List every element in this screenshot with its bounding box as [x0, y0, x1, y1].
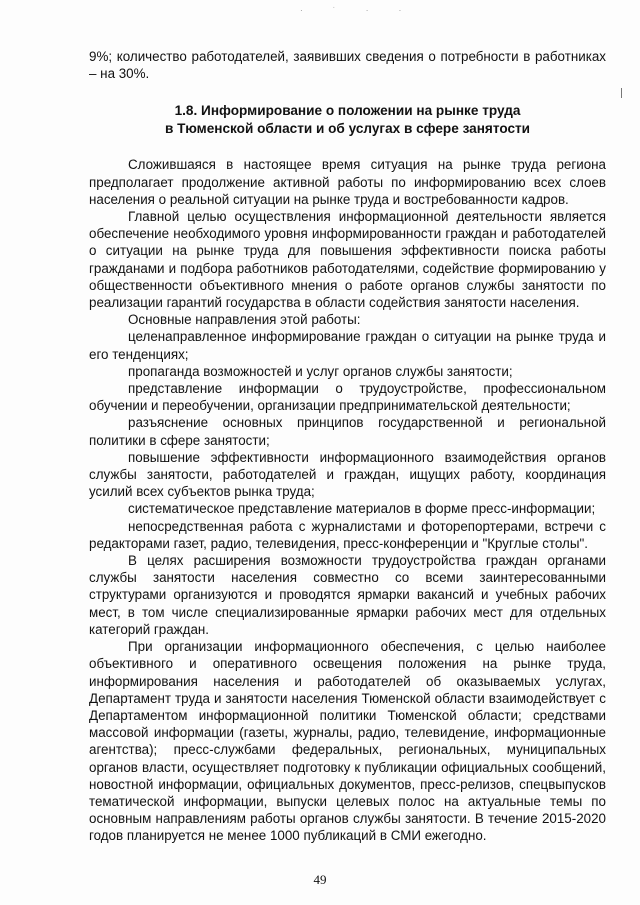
paragraph-directions-intro: Основные направления этой работы: — [128, 312, 361, 328]
list-item-press-materials: систематическое представление материалов в форме пресс-информации; — [128, 501, 596, 517]
paragraph-main-goal: Главной целью осуществления информационной деятельности является обеспечение необходимого уровня информированности граждан и работодателей о ситуации на рынке труда для повышения эффективности поиска работы гражданами и подбора работников работодателями, содействие формированию у общественности объективного мнения о работе органов службы занятости по реализации гарантий государства в области содействия занятости населения. — [89, 209, 606, 311]
list-item-journalists: непосредственная работа с журналистами и фоторепортерами, встречи с редакторами газет, радио, телевидения, пресс-конференции и "Круглые столы". — [89, 518, 606, 551]
section-heading — [89, 102, 606, 138]
scan-artifact-marks: · ˙ · · — [300, 6, 416, 15]
paragraph-situation: Сложившаяся в настоящее время ситуация на рынке труда региона предполагает продолжение активной работы по информированию всех слоев населения о реальной ситуации на рынке труда и востребованности кадров. — [89, 157, 606, 207]
paragraph-information-support: При организации информационного обеспечения, с целью наиболее объективного и оперативного освещения положения на рынке труда, информирования населения и работодателей об оказываемых услугах, Департамент труда и занятости населения Тюменской области взаимодействует с Департаментом информационной политики Тюменской области; средствами массовой информации (газеты, журналы, радио, телевидение, информационные агентства); пресс-службами федеральных, региональных, муниципальных органов власти, осуществляет подготовку к публикации официальных сообщений, новостной информации, официальных документов, пресс-релизов, спецвыпусков тематической информации, выпуски целевых полос на актуальные темы по основным направлениям работы органов службы занятости. В течение 2015-2020 годов планируется не менее 1000 публикаций в СМИ ежегодно. — [89, 639, 606, 844]
list-item-policy-explanation: разъяснение основных принципов государственной и региональной политики в сфере занятости; — [89, 415, 606, 448]
page-content — [89, 48, 606, 845]
section-heading-line-1: 1.8. Информирование о положении на рынке труда — [174, 103, 521, 119]
list-item-targeted-informing: целенаправленное информирование граждан о ситуации на рынке труда и его тенденциях; — [89, 329, 606, 362]
page-number: 49 — [313, 872, 327, 887]
paragraph-job-fairs: В целях расширения возможности трудоустройства граждан органами службы занятости населения совместно со всеми заинтересованными структурами организуются и проводятся ярмарки вакансий и учебных рабочих мест, в том числе специализированные ярмарки рабочих мест для отдельных категорий граждан. — [89, 553, 606, 637]
scan-edge-mark — [621, 88, 622, 98]
section-heading-line-2: в Тюменской области и об услугах в сфере занятости — [164, 121, 531, 137]
intro-paragraph: 9%; количество работодателей, заявивших сведения о потребности в работниках – на 30%. — [89, 49, 606, 82]
list-item-interaction-efficiency: повышение эффективности информационного взаимодействия органов службы занятости, работодателей и граждан, ищущих работу, координация усилий всех субъектов рынка труда; — [89, 449, 606, 500]
list-item-promotion: пропаганда возможностей и услуг органов службы занятости; — [128, 363, 513, 379]
list-item-employment-info: представление информации о трудоустройстве, профессиональном обучении и переобучении, организации предпринимательской деятельности; — [89, 381, 606, 414]
